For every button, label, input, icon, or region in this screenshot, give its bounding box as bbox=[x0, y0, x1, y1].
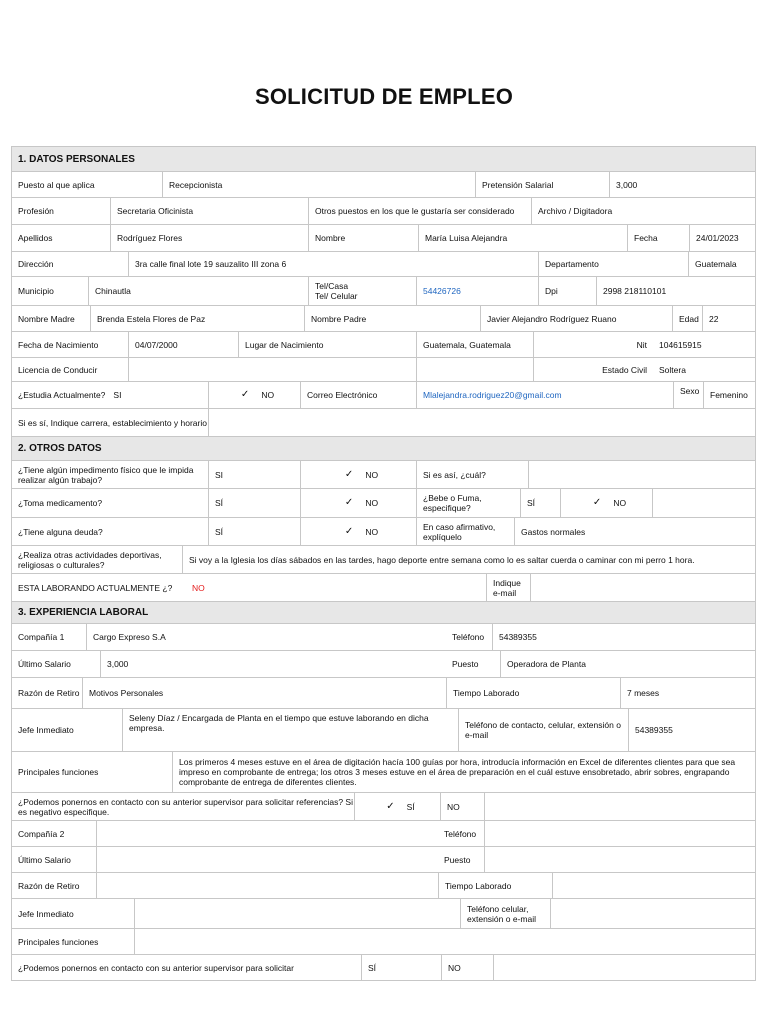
contacto1-value[interactable] bbox=[484, 793, 755, 820]
checkmark-icon: ✓ bbox=[344, 525, 354, 537]
row-salario1 bbox=[11, 651, 756, 678]
compania1-value[interactable]: Cargo Expreso S.A bbox=[86, 624, 446, 650]
razon1-value[interactable]: Motivos Personales bbox=[82, 678, 446, 708]
correo-value[interactable]: Mlalejandra.rodriguez20@gmail.com bbox=[416, 382, 673, 408]
edad-label: Edad bbox=[672, 306, 702, 331]
jefe1-label: Jefe Inmediato bbox=[18, 725, 74, 735]
row-deuda bbox=[11, 518, 756, 546]
nacimiento-label: Fecha de Nacimiento bbox=[18, 339, 99, 350]
bebe-si-option[interactable]: SÍ bbox=[520, 489, 560, 517]
jefe2-value[interactable] bbox=[134, 899, 460, 928]
funciones2-value[interactable] bbox=[134, 929, 755, 954]
telefono1-label: Teléfono bbox=[452, 632, 485, 642]
dpi-value[interactable]: 2998 218110101 bbox=[596, 277, 755, 305]
row-jefe1 bbox=[11, 709, 756, 752]
puesto1-value[interactable]: Operadora de Planta bbox=[500, 651, 755, 677]
row-salario2 bbox=[11, 847, 756, 873]
pretension-value[interactable]: 3,000 bbox=[609, 172, 755, 197]
telcelular-label: Tel/ Celular bbox=[315, 291, 358, 301]
otros-puestos-label: Otros puestos en los que le gustaría ser considerado bbox=[308, 198, 531, 224]
caso-value[interactable]: Gastos normales bbox=[514, 518, 755, 545]
carrera-label: Si es sí, Indique carrera, establecimiento y horario bbox=[18, 417, 207, 428]
jefe1-value[interactable]: Seleny Díaz / Encargada de Planta en el tiempo que estuve laborando en dicha empresa. bbox=[122, 709, 458, 751]
tel-celular2-label: Teléfono celular, extensión o e-mail bbox=[460, 899, 550, 928]
tiempo1-value[interactable]: 7 meses bbox=[620, 678, 755, 708]
section-header-otros: 2. OTROS DATOS bbox=[11, 437, 756, 461]
profesion-label: Profesión bbox=[18, 206, 54, 216]
estado-civil-value[interactable]: Soltera bbox=[659, 364, 686, 375]
checkmark-icon: ✓ bbox=[344, 468, 354, 480]
telefono1-value[interactable]: 54389355 bbox=[492, 624, 755, 650]
caso-label: En caso afirmativo, explíquelo bbox=[416, 518, 514, 545]
puesto1-label: Puesto bbox=[452, 659, 479, 669]
dpi-label: Dpi bbox=[538, 277, 596, 305]
telefono2-label: Teléfono bbox=[444, 828, 477, 839]
bebe-no-label: NO bbox=[613, 498, 627, 508]
row-jefe2 bbox=[11, 899, 756, 929]
compania2-label: Compañía 2 bbox=[18, 828, 65, 839]
licencia-label: Licencia de Conducir bbox=[18, 364, 98, 375]
application-form bbox=[11, 146, 756, 981]
salario2-value[interactable] bbox=[96, 847, 438, 872]
medicamento-no-label: NO bbox=[365, 498, 379, 508]
compania1-label: Compañía 1 bbox=[18, 632, 65, 642]
row-nacimiento bbox=[11, 332, 756, 358]
puesto2-label: Puesto bbox=[444, 854, 471, 865]
telefono2-value[interactable] bbox=[484, 821, 755, 846]
cual-label: Si es así, ¿cuál? bbox=[416, 461, 528, 488]
row-contacto2 bbox=[11, 955, 756, 981]
estudia-no-option[interactable] bbox=[208, 382, 300, 408]
contacto1-label: ¿Podemos ponernos en contacto con su anterior supervisor para solicitar referencias? Si es negativo especifique. bbox=[18, 796, 353, 817]
checkmark-icon: ✓ bbox=[386, 800, 395, 812]
nit-label: Nit bbox=[533, 332, 653, 357]
funciones1-value[interactable]: Los primeros 4 meses estuve en el área de digitación hacía 100 guías por hora, introducía información en Excel de diferentes clientes para que sea impreso en comprobante de entrega; los otros 3 meses estuve en el área de preparación en el cuál estuve ensobretado, abrir sobres, engrapando comprobante de entrega de diferentes clientes. bbox=[172, 752, 755, 792]
bebe-value[interactable] bbox=[652, 489, 755, 517]
row-contacto1 bbox=[11, 793, 756, 821]
row-funciones1 bbox=[11, 752, 756, 793]
puesto-value[interactable]: Recepcionista bbox=[162, 172, 475, 197]
indique-label: Indique e-mail bbox=[486, 574, 530, 601]
otros-puestos-value[interactable]: Archivo / Digitadora bbox=[531, 198, 755, 224]
contacto2-no-option[interactable]: NO bbox=[441, 955, 493, 980]
row-municipio bbox=[11, 277, 756, 306]
section-header-personal: 1. DATOS PERSONALES bbox=[11, 146, 756, 172]
fecha-value[interactable]: 24/01/2023 bbox=[689, 225, 755, 251]
row-impedimento bbox=[11, 461, 756, 489]
impedimento-label: ¿Tiene algún impedimento físico que le impida realizar algún trabajo? bbox=[18, 464, 194, 485]
deuda-label: ¿Tiene alguna deuda? bbox=[18, 526, 103, 537]
row-estudia bbox=[11, 382, 756, 409]
tiempo2-label: Tiempo Laborado bbox=[438, 873, 552, 898]
deuda-no-option[interactable] bbox=[300, 518, 416, 545]
nombre-label: Nombre bbox=[308, 225, 418, 251]
row-compania2 bbox=[11, 821, 756, 847]
tiempo1-label: Tiempo Laborado bbox=[446, 678, 620, 708]
nombre-value[interactable]: María Luisa Alejandra bbox=[418, 225, 627, 251]
direccion-value[interactable]: 3ra calle final lote 19 sauzalito III zona 6 bbox=[128, 252, 538, 276]
razon2-label: Razón de Retiro bbox=[18, 880, 80, 891]
puesto2-value[interactable] bbox=[484, 847, 755, 872]
contacto2-si-option[interactable]: SÍ bbox=[361, 955, 441, 980]
madre-label: Nombre Madre bbox=[18, 313, 75, 324]
contacto2-value[interactable] bbox=[493, 955, 755, 980]
salario2-label: Último Salario bbox=[18, 854, 71, 865]
estudia-si-option[interactable]: SI bbox=[113, 390, 122, 400]
checkmark-icon: ✓ bbox=[240, 389, 250, 400]
tel-contacto1-label: Teléfono de contacto, celular, extensión o e-mail bbox=[458, 709, 628, 751]
salario1-label: Último Salario bbox=[18, 659, 71, 669]
impedimento-no-option[interactable] bbox=[300, 461, 416, 488]
row-compania1 bbox=[11, 624, 756, 651]
tiempo2-value[interactable] bbox=[552, 873, 755, 898]
funciones2-label: Principales funciones bbox=[18, 936, 99, 947]
contacto1-si-label: SÍ bbox=[406, 801, 415, 812]
puesto-label: Puesto al que aplica bbox=[18, 179, 95, 190]
sexo-label: Sexo bbox=[673, 382, 703, 408]
row-funciones2 bbox=[11, 929, 756, 955]
row-actividades bbox=[11, 546, 756, 574]
edad-value[interactable]: 22 bbox=[702, 306, 755, 331]
page-title: SOLICITUD DE EMPLEO bbox=[254, 84, 514, 109]
telcasa-label: Tel/Casa bbox=[315, 281, 349, 291]
deuda-si-option[interactable]: SÍ bbox=[208, 518, 300, 545]
row-direccion bbox=[11, 252, 756, 277]
laborando-label: ESTA LABORANDO ACTUALMENTE ¿? bbox=[18, 582, 173, 593]
municipio-label: Municipio bbox=[18, 286, 54, 296]
madre-value[interactable]: Brenda Estela Flores de Paz bbox=[90, 306, 304, 331]
departamento-value[interactable]: Guatemala bbox=[688, 252, 755, 276]
row-razon2 bbox=[11, 873, 756, 899]
checkmark-icon: ✓ bbox=[344, 497, 354, 508]
medicamento-label: ¿Toma medicamento? bbox=[18, 498, 103, 508]
licencia-blank bbox=[416, 358, 533, 381]
razon1-label: Razón de Retiro bbox=[18, 688, 80, 698]
laborando-value[interactable]: NO bbox=[192, 582, 205, 593]
tel-value[interactable]: 54426726 bbox=[416, 277, 538, 305]
estudia-no-label: NO bbox=[261, 390, 275, 400]
direccion-label: Dirección bbox=[18, 259, 54, 269]
nacimiento-value[interactable]: 04/07/2000 bbox=[128, 332, 238, 357]
compania2-value[interactable] bbox=[96, 821, 438, 846]
tel-contacto1-value[interactable]: 54389355 bbox=[628, 709, 755, 751]
contacto2-label: ¿Podemos ponernos en contacto con su anterior supervisor para solicitar bbox=[18, 962, 294, 973]
funciones1-label: Principales funciones bbox=[18, 767, 99, 777]
salario1-value[interactable]: 3,000 bbox=[100, 651, 446, 677]
indique-value[interactable] bbox=[530, 574, 755, 601]
bebe-no-option[interactable] bbox=[560, 489, 652, 517]
sexo-value[interactable]: Femenino bbox=[703, 382, 755, 408]
actividades-label: ¿Realiza otras actividades deportivas, religiosas o culturales? bbox=[18, 549, 162, 570]
licencia-value[interactable] bbox=[128, 358, 416, 381]
section-header-experiencia: 3. EXPERIENCIA LABORAL bbox=[11, 602, 756, 624]
profesion-value[interactable]: Secretaria Oficinista bbox=[110, 198, 308, 224]
row-razon1 bbox=[11, 678, 756, 709]
row-licencia bbox=[11, 358, 756, 382]
departamento-label: Departamento bbox=[538, 252, 688, 276]
nit-value[interactable]: 104615915 bbox=[659, 339, 702, 350]
deuda-no-label: NO bbox=[365, 526, 379, 537]
bebe-label: ¿Bebe o Fuma, especifique? bbox=[416, 489, 520, 517]
row-puesto bbox=[11, 172, 756, 198]
municipio-value[interactable]: Chinautla bbox=[88, 277, 308, 305]
estudia-label: ¿Estudia Actualmente? bbox=[18, 390, 106, 400]
row-padres bbox=[11, 306, 756, 332]
estado-civil-label: Estado Civil bbox=[533, 358, 653, 381]
apellidos-label: Apellidos bbox=[18, 233, 53, 243]
estudia-cell bbox=[12, 382, 208, 408]
padre-value[interactable]: Javier Alejandro Rodríguez Ruano bbox=[480, 306, 672, 331]
row-laborando bbox=[11, 574, 756, 602]
actividades-value[interactable]: Si voy a la Iglesia los días sábados en las tardes, hago deporte entre semana como lo es saltar cuerda o caminar con mi perro 1 hora. bbox=[182, 546, 755, 573]
apellidos-value[interactable]: Rodríguez Flores bbox=[110, 225, 308, 251]
tel-labels bbox=[308, 277, 416, 305]
fecha-label: Fecha bbox=[627, 225, 689, 251]
row-carrera bbox=[11, 409, 756, 437]
impedimento-si-option[interactable]: SI bbox=[208, 461, 300, 488]
row-apellidos bbox=[11, 225, 756, 252]
pretension-label: Pretensión Salarial bbox=[475, 172, 609, 197]
carrera-value[interactable] bbox=[208, 409, 755, 436]
correo-label: Correo Electrónico bbox=[300, 382, 416, 408]
lugar-label: Lugar de Nacimiento bbox=[238, 332, 416, 357]
medicamento-si-option[interactable]: SÍ bbox=[208, 489, 300, 517]
padre-label: Nombre Padre bbox=[304, 306, 480, 331]
row-medicamento bbox=[11, 489, 756, 518]
row-profesion bbox=[11, 198, 756, 225]
impedimento-no-label: NO bbox=[365, 469, 379, 480]
medicamento-no-option[interactable] bbox=[300, 489, 416, 517]
contacto1-si-option[interactable] bbox=[354, 793, 440, 820]
jefe2-label: Jefe Inmediato bbox=[18, 908, 74, 919]
lugar-value[interactable]: Guatemala, Guatemala bbox=[416, 332, 533, 357]
checkmark-icon: ✓ bbox=[592, 497, 602, 508]
cual-value[interactable] bbox=[528, 461, 755, 488]
contacto1-no-option[interactable]: NO bbox=[440, 793, 484, 820]
razon2-value[interactable] bbox=[96, 873, 438, 898]
tel-celular2-value[interactable] bbox=[550, 899, 755, 928]
